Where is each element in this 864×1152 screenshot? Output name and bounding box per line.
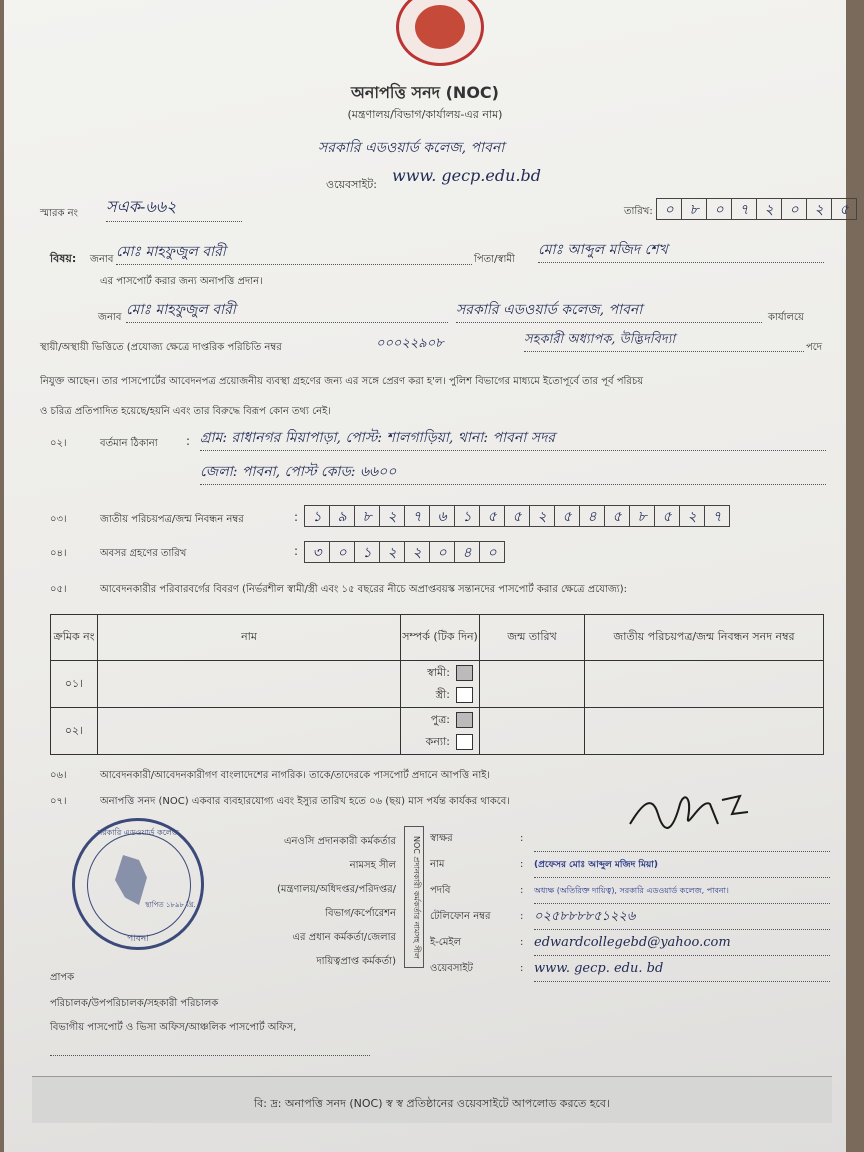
subject-line2: এর পাসপোর্ট করার জন্য অনাপত্তি প্রদান। [100, 276, 263, 287]
retirement-digit: ৩ [304, 541, 330, 563]
stamp-text-bottom: পাবনা [127, 934, 149, 944]
signature-row: স্বাক্ষর : [430, 826, 830, 852]
nid-digit: ২ [529, 505, 555, 527]
nid-digit: ৭ [704, 505, 730, 527]
signatory-left-line: দায়িত্বপ্রাপ্ত কর্মকর্তা) [316, 956, 396, 967]
noc-document: অনাপত্তি সনদ (NOC) (মন্ত্রণালয়/বিভাগ/কার্যালয়-এর নাম) সরকারি এডওয়ার্ড কলেজ, পাবনা ওয়েবসাইট: www. gecp.edu.bd স্মারক নং সএক-৬৬২ তারিখ: ০ ৮ ০ ৭ ২ ০ ২ ৫ বিষয়: জনাব মোঃ মাহফুজুল বারী পিতা/স্বামী মোঃ আব্দুল মজিদ শেখ এর পাসপোর্ট করার জন্য অনাপত্তি প্রদান। জনাব মোঃ মাহফুজুল বারী সরকারি এডওয়ার্ড কলেজ, পাবনা কার্যালয়ে স্থায়ী/অস্থায়ী ভিত্তিতে (প্রযোজ্য ক্ষেত্রে দাপ্তরিক পরিচিতি নম্বর ০০০২২৯০৮ সহকারী অধ্যাপক, উদ্ভিদবিদ্যা পদে নিযুক্ত আছেন। তার পাসপোর্টের আবেদনপত্র প্রয়োজনীয় ব্যবস্থা গ্রহণের জন্য এর সঙ্গে প্রেরণ করা হ'ল। পুলিশ বিভাগের মাধ্যমে ইতোপূর্বে তার পূর্ব পরিচয় ও চরিত্র প্রতিপাদিত হয়েছে/হয়নি এবং তার বিরুদ্ধে বিরূপ কোন তথ্য নেই। ০২। বর্তমান ঠিকানা : গ্রাম: রাধানগর মিয়াপাড়া, পোস্ট: শালগাড়িয়া, থানা: পাবনা সদর জেলা: পাবনা, পোস্ট কোড: ৬৬০০ ০৩। জাতীয় পরিচয়পত্র/জন্ম নিবন্ধন নম্বর : ১ ৯ ৮ ২ ৭ ৬ ১ ৫ ৫ ২ ৫ ৪ ৫ ৮ ৫ ২ ৭ ০৪। অবসর গ্রহণের তারিখ : ৩ ০ ১ ২ ২ ০ ৪ ০ ০৫। আবেদনকারীর পরিবারবর্গের বিবরণ (নির্ভরশীল স্বামী/স্ত্রী এবং ১৫ বছরের নীচে অপ্রাপ্তবয়স্ক সন্তানদের পাসপোর্ট করার ক্ষেত্রে প্রযোজ্য): ক্রমিক নং নাম সম্পর্ক (টিক দিন) জন্ম তারিখ জাতীয় পরিচয়পত্র/জন্ম নিবন্ধন সনদ নম্বর ০১। স্বামী: স্ত্রী: ০২। পুত্র: কন্যা: ০৬। আবেদনকারী/আবেদনকারীগণ বাংলাদেশের নাগরিক। তাকে/তাদেরকে পাসপোর্ট প্রদানে আপত্তি নাই। ০৭। অনাপত্তি সনদ (NOC) একবার ব্যবহারযোগ্য এবং ইস্যুর তারিখ হতে ০৬ (ছয়) মাস পর্যন্ত কার্যকর থাকবে। সরকারি এডওয়ার্ড কলেজ স্থাপিত ১৮৯৮ খ্রি. পাবনা এনওসি প্রদানকারী কর্মকর্তার নামসহ সীল (মন্ত্রণালয়/অধিদপ্তর/পরিদপ্তর/ বিভাগ/কর্পোরেশন এর প্রধান কর্মকর্তা/জেলার দায়িত্বপ্রাপ্ত কর্মকর্তা) NOC প্রদানকারী কর্মকর্তার নামসহ সীল স্বাক্ষর : নাম : (প্রফেসর মোঃ আব্দুল মজিদ মিয়া) পদবি : অধ্যক্ষ (অতিরিক্ত দায়িত্ব), সরকারি এডওয়ার্ড কলেজ, পাবনা। টেলিফোন নম্বর : ০২৫৮৮৮৮৫১২২৬ ই-মেইল : edwardcollegebd@yahoo.com ওয়েবসাইট : www. gecp. edu. bd প্রাপক পরিচালক/উপপরিচালক/সহকারী পরিচালক বিভাগীয় পাসপোর্ট ও ভিসা অফিস/আঞ্চলিক পাসপোর্ট অফিস, বি: দ্র: অনাপত্তি সনদ (NOC) স্ব স্ব প্রতিষ্ঠানের ওয়েবসাইটে আপলোড করতে হবে। [4, 0, 846, 1152]
address-label: বর্তমান ঠিকানা [100, 438, 158, 449]
item-06-number: ০৬। [50, 770, 67, 781]
retirement-digit: ০ [429, 541, 455, 563]
table-row [51, 661, 824, 708]
col-header: ক্রমিক নং [51, 615, 98, 661]
relation-cell [401, 661, 480, 708]
post-title: সহকারী অধ্যাপক, উদ্ভিদবিদ্যা [524, 330, 804, 352]
item-05-number: ০৫। [50, 584, 67, 595]
date-digit: ০ [656, 198, 682, 220]
signatory-left-line: এর প্রধান কর্মকর্তা/জেলার [292, 932, 396, 943]
signatory-left-line: (মন্ত্রণালয়/অধিদপ্তর/পরিদপ্তর/ [276, 884, 396, 895]
field-label: স্বাক্ষর [430, 833, 453, 844]
item-03-number: ০৩। [50, 514, 67, 525]
designation-row: পদবি : অধ্যক্ষ (অতিরিক্ত দায়িত্ব), সরকারি এডওয়ার্ড কলেজ, পাবনা। [430, 878, 830, 904]
family-table [50, 614, 824, 755]
address-line-2: জেলা: পাবনা, পোস্ট কোড: ৬৬০০ [200, 460, 826, 485]
website-label: ওয়েবসাইট: [326, 178, 377, 191]
nid-digit: ৪ [579, 505, 605, 527]
table-row [51, 708, 824, 755]
website-value: www. gecp.edu.bd [392, 166, 541, 185]
nid-digit: ২ [379, 505, 405, 527]
nid-digit: ৭ [404, 505, 430, 527]
footer-note [32, 1076, 832, 1123]
field-label: ওয়েবসাইট [430, 963, 473, 974]
name-value: (প্রফেসর মোঃ আব্দুল মজিদ মিয়া) [534, 852, 830, 878]
name-cell[interactable] [98, 708, 401, 755]
name-row: নাম : (প্রফেসর মোঃ আব্দুল মজিদ মিয়া) [430, 852, 830, 878]
col-header: জন্ম তারিখ [480, 615, 585, 661]
checkbox[interactable] [456, 734, 473, 750]
email-value: edwardcollegebd@yahoo.com [534, 930, 830, 956]
nid-digit: ১ [454, 505, 480, 527]
checkbox[interactable] [456, 665, 473, 681]
telephone-row: টেলিফোন নম্বর : ০২৫৮৮৮৮৫১২২৬ [430, 904, 830, 930]
signature-icon [622, 784, 762, 844]
nid-digit: ৫ [479, 505, 505, 527]
recipient-line-2: বিভাগীয় পাসপোর্ট ও ভিসা অফিস/আঞ্চলিক পাসপোর্ট অফিস, [50, 1022, 297, 1033]
nid-cell[interactable] [585, 708, 824, 755]
nid-digit: ৮ [629, 505, 655, 527]
date-digit: ৫ [831, 198, 857, 220]
father-label: পিতা/স্বামী [474, 254, 515, 265]
nid-digit: ৬ [429, 505, 455, 527]
item-02-number: ০২। [50, 438, 67, 449]
signatory-website-value: www. gecp. edu. bd [534, 956, 830, 982]
recipient-line-1: পরিচালক/উপপরিচালক/সহকারী পরিচালক [50, 998, 219, 1009]
field-label: পদবি [430, 885, 451, 896]
date-label: তারিখ: [624, 206, 653, 217]
item-04-number: ০৪। [50, 548, 67, 559]
citizenship-statement: আবেদনকারী/আবেদনকারীগণ বাংলাদেশের নাগরিক। তাকে/তাদেরকে পাসপোর্ট প্রদানে আপত্তি নাই। [100, 770, 491, 781]
nid-digit: ১ [304, 505, 330, 527]
address-line-1: গ্রাম: রাধানগর মিয়াপাড়া, পোস্ট: শালগাড়িয়া, থানা: পাবনা সদর [200, 426, 826, 451]
date-digit: ০ [706, 198, 732, 220]
stamp-text-mid: স্থাপিত ১৮৯৮ খ্রি. [145, 901, 196, 909]
nid-cell[interactable] [585, 661, 824, 708]
nid-digit: ৯ [329, 505, 355, 527]
subject-janab: জনাব [90, 254, 114, 265]
recipient-blank-line [50, 1054, 370, 1056]
date-digit: ৮ [681, 198, 707, 220]
name-cell[interactable] [98, 661, 401, 708]
date-boxes [656, 198, 856, 220]
recipient-label: প্রাপক [50, 972, 75, 983]
retirement-digit: ২ [404, 541, 430, 563]
body-name: মোঃ মাহফুজুল বারী [126, 298, 448, 323]
identity-number: ০০০২২৯০৮ [376, 336, 444, 351]
checkbox[interactable] [456, 712, 473, 728]
memo-label: স্মারক নং [40, 208, 78, 219]
body-permanent-line: স্থায়ী/অস্থায়ী ভিত্তিতে (প্রযোজ্য ক্ষেত্রে দাপ্তরিক পরিচিতি নম্বর [40, 342, 282, 353]
memo-value: সএক-৬৬২ [106, 194, 242, 222]
subject-label: বিষয়: [50, 252, 77, 265]
col-header: সম্পর্ক (টিক দিন) [401, 615, 480, 661]
family-label: আবেদনকারীর পরিবারবর্গের বিবরণ (নির্ভরশীল স্বামী/স্ত্রী এবং ১৫ বছরের নীচে অপ্রাপ্তবয়স্ক সন্তানদের পাসপোর্ট করার ক্ষেত্রে প্রযোজ্য): [100, 584, 627, 595]
date-digit: ৭ [731, 198, 757, 220]
table-header-row [51, 615, 824, 661]
nid-boxes [304, 505, 729, 527]
page-title: অনাপত্তি সনদ (NOC) [351, 83, 499, 102]
relation-label: পুত্র: [430, 713, 450, 726]
signatory-fields [430, 826, 830, 982]
validity-statement: অনাপত্তি সনদ (NOC) একবার ব্যবহারযোগ্য এবং ইস্যুর তারিখ হতে ০৬ (ছয়) মাস পর্যন্ত কার্যকর থাকবে। [100, 796, 510, 807]
item-07-number: ০৭। [50, 796, 67, 807]
email-row: ই-মেইল : edwardcollegebd@yahoo.com [430, 930, 830, 956]
stamp-text-top: সরকারি এডওয়ার্ড কলেজ [96, 828, 180, 837]
date-digit: ০ [781, 198, 807, 220]
retirement-digit: ০ [479, 541, 505, 563]
nid-digit: ৫ [504, 505, 530, 527]
col-header: জাতীয় পরিচয়পত্র/জন্ম নিবন্ধন সনদ নম্বর [585, 615, 824, 661]
retirement-digit: ৪ [454, 541, 480, 563]
body-office: সরকারি এডওয়ার্ড কলেজ, পাবনা [456, 298, 762, 323]
nid-digit: ৫ [554, 505, 580, 527]
retirement-label: অবসর গ্রহণের তারিখ [100, 548, 187, 559]
relation-label: স্বামী: [427, 666, 450, 679]
nid-digit: ২ [679, 505, 705, 527]
field-label: টেলিফোন নম্বর [430, 911, 491, 922]
college-stamp-icon [72, 818, 204, 950]
nid-digit: ৮ [354, 505, 380, 527]
father-value: মোঃ আব্দুল মজিদ শেখ [538, 238, 824, 263]
body-paragraph: নিযুক্ত আছেন। তার পাসপোর্টের আবেদনপত্র প্রয়োজনীয় ব্যবস্থা গ্রহণের জন্য এর সঙ্গে প্রেরণ করা হ'ল। পুলিশ বিভাগের মাধ্যমে ইতোপূর্বে তার পূর্ব পরিচয় [40, 376, 644, 387]
signatory-left-line: বিভাগ/কর্পোরেশন [325, 908, 396, 919]
footer-text: বি: দ্র: অনাপত্তি সনদ (NOC) স্ব স্ব প্রতিষ্ঠানের ওয়েবসাইটে আপলোড করতে হবে। [254, 1097, 610, 1110]
dob-cell[interactable] [480, 661, 585, 708]
date-digit: ২ [806, 198, 832, 220]
serial-cell: ০১। [51, 661, 98, 708]
website-row: ওয়েবসাইট : www. gecp. edu. bd [430, 956, 830, 982]
checkbox[interactable] [456, 687, 473, 703]
body-janab: জনাব [98, 312, 122, 323]
retirement-digit: ২ [379, 541, 405, 563]
body-paragraph-last: ও চরিত্র প্রতিপাদিত হয়েছে/হয়নি এবং তার বিরুদ্ধে বিরূপ কোন তথ্য নেই। [40, 406, 331, 417]
signatory-left-line: নামসহ সীল [349, 860, 396, 871]
field-label: ই-মেইল [430, 937, 462, 948]
telephone-value: ০২৫৮৮৮৮৫১২২৬ [534, 904, 830, 930]
nid-digit: ৫ [654, 505, 680, 527]
retirement-boxes [304, 541, 504, 563]
designation-value: অধ্যক্ষ (অতিরিক্ত দায়িত্ব), সরকারি এডওয়ার্ড কলেজ, পাবনা। [534, 878, 830, 904]
signatory-left-line: এনওসি প্রদানকারী কর্মকর্তার [283, 836, 396, 847]
subject-name: মোঃ মাহফুজুল বারী [116, 240, 472, 265]
col-header: নাম [98, 615, 401, 661]
post-suffix: পদে [806, 342, 823, 353]
vertical-seal-label: NOC প্রদানকারী কর্মকর্তার নামসহ সীল [404, 826, 424, 968]
serial-cell: ০২। [51, 708, 98, 755]
field-label: নাম [430, 859, 445, 870]
relation-label: কন্যা: [425, 735, 450, 748]
relation-cell [401, 708, 480, 755]
date-digit: ২ [756, 198, 782, 220]
retirement-digit: ১ [354, 541, 380, 563]
office-suffix: কার্যালয়ে [768, 312, 804, 323]
page-subtitle: (মন্ত্রণালয়/বিভাগ/কার্যালয়-এর নাম) [347, 108, 503, 121]
nid-digit: ৫ [604, 505, 630, 527]
office-name: সরকারি এডওয়ার্ড কলেজ, পাবনা [318, 140, 505, 156]
nid-label: জাতীয় পরিচয়পত্র/জন্ম নিবন্ধন নম্বর [100, 514, 244, 525]
relation-label: স্ত্রী: [435, 688, 450, 701]
dob-cell[interactable] [480, 708, 585, 755]
retirement-digit: ০ [329, 541, 355, 563]
signatory-left-labels [234, 830, 396, 974]
government-seal-icon [396, 0, 484, 66]
